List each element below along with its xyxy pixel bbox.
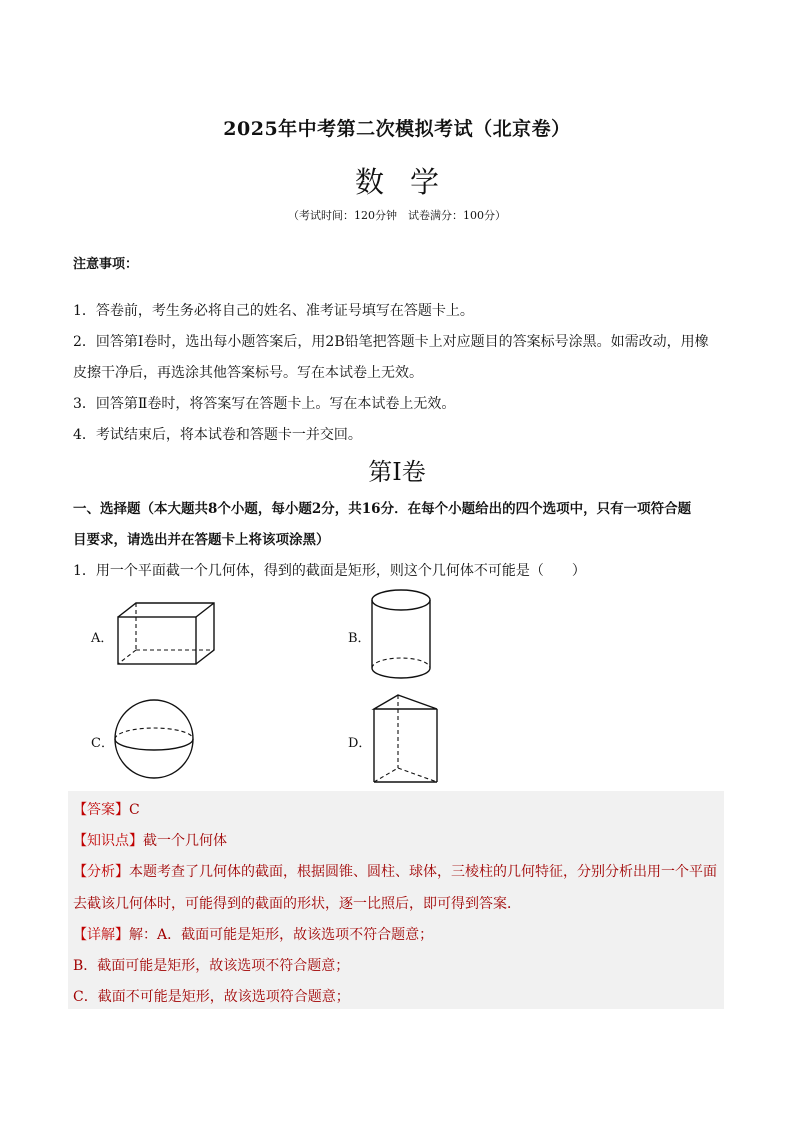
exam-info: （考试时间：120分钟 试卷满分：100分）	[288, 209, 506, 222]
notice-item-continued: 皮擦干净后，再选涂其他答案标号。写在本试卷上无效。	[73, 365, 423, 381]
answer-value: C	[129, 802, 140, 818]
notice-item: 4．考试结束后，将本试卷和答题卡一并交回。	[73, 427, 362, 443]
detail-row	[73, 924, 433, 944]
part-one-instructions: 一、选择题（本大题共8个小题，每小题2分，共16分．在每个小题给出的四个选项中，只有一项符合题	[73, 501, 692, 517]
analysis-row	[73, 861, 717, 881]
analysis-text: 本题考查了几何体的截面，根据圆锥、圆柱、球体，三棱柱的几何特征，分别分析出用一个平面	[129, 864, 717, 880]
option-d-label: D．	[348, 736, 372, 751]
notice-item: 1．答卷前，考生务必将自己的姓名、准考证号填写在答题卡上。	[73, 303, 474, 319]
analysis-text-continued: 去截该几何体时，可能得到的截面的形状，逐一比照后，即可得到答案．	[73, 896, 521, 912]
knowledge-point-tag: 【知识点】	[73, 833, 143, 849]
notice-heading: 注意事项：	[73, 257, 139, 272]
exam-title: 2025年中考第二次模拟考试（北京卷）	[223, 118, 571, 140]
notice-item: 2．回答第Ⅰ卷时，选出每小题答案后，用2B铅笔把答题卡上对应题目的答案标号涂黑。如需改动，用橡	[73, 334, 709, 350]
knowledge-point-value: 截一个几何体	[143, 833, 227, 849]
answer-tag: 【答案】	[73, 802, 129, 818]
option-c-label: C．	[91, 736, 114, 751]
question-stem: 1．用一个平面截一个几何体，得到的截面是矩形，则这个几何体不可能是（ ）	[73, 563, 586, 579]
sphere-icon	[112, 698, 196, 782]
knowledge-point-row	[73, 830, 227, 850]
option-b-label: B．	[348, 631, 371, 646]
cylinder-icon	[367, 588, 437, 684]
analysis-tag: 【分析】	[73, 864, 129, 880]
detail-text: 解：A．截面可能是矩形，故该选项不符合题意；	[129, 927, 434, 943]
subject-title: 数学	[354, 165, 465, 199]
detail-text: B．截面可能是矩形，故该选项不符合题意；	[73, 958, 350, 974]
detail-tag: 【详解】	[73, 927, 129, 943]
cuboid-icon	[110, 600, 220, 672]
triangular-prism-icon	[370, 692, 442, 786]
part-one-instructions-continued: 目要求，请选出并在答题卡上将该项涂黑）	[73, 532, 330, 548]
section-title: 第Ⅰ卷	[368, 458, 426, 486]
notice-item: 3．回答第Ⅱ卷时，将答案写在答题卡上。写在本试卷上无效。	[73, 396, 456, 412]
detail-text: C．截面不可能是矩形，故该选项符合题意；	[73, 989, 350, 1005]
option-a-label: A．	[91, 631, 114, 646]
answer-row	[73, 799, 140, 819]
